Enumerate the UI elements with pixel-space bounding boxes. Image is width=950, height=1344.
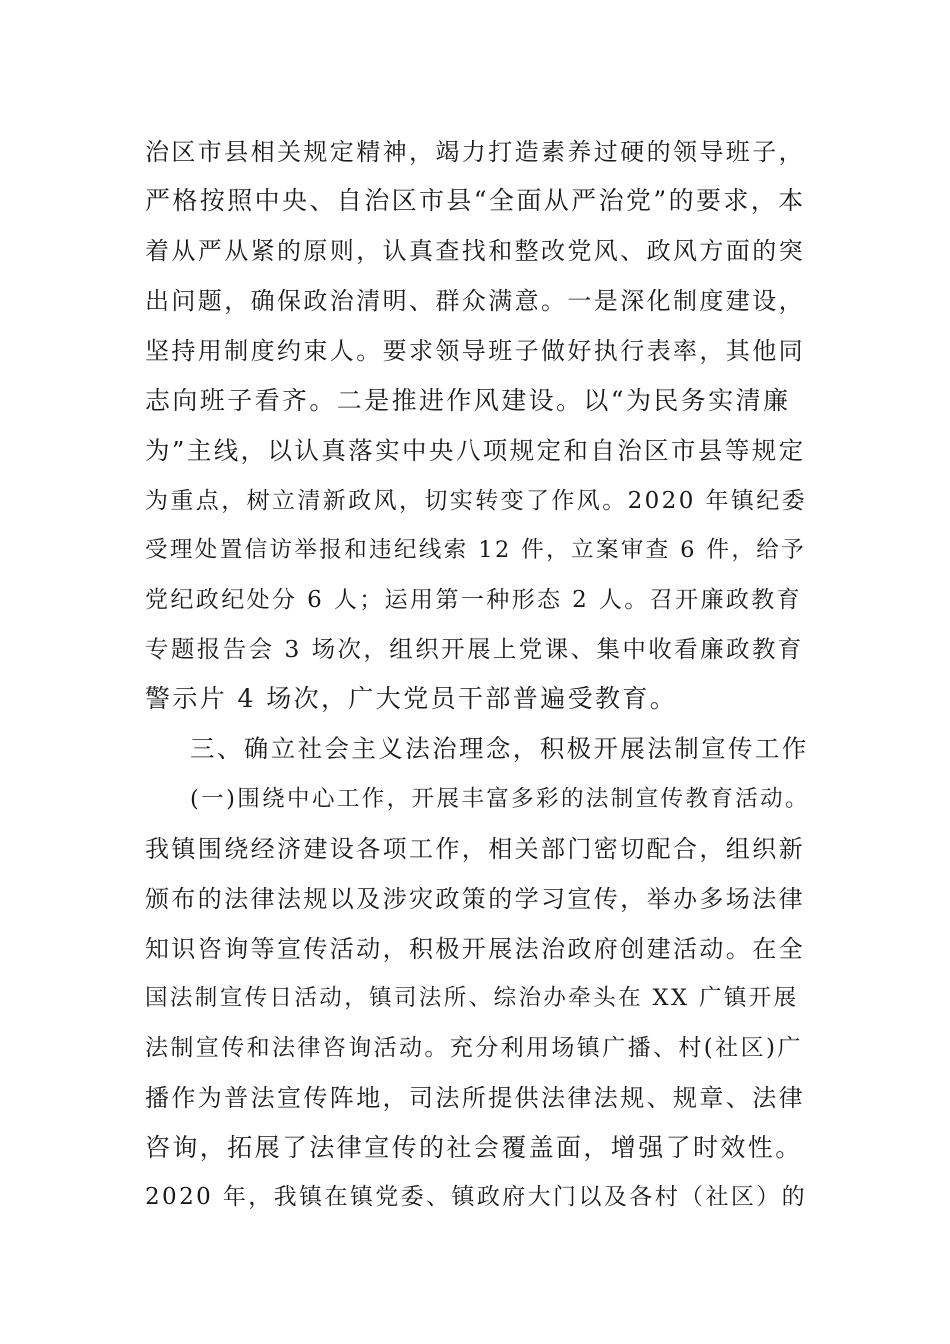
text-line: 法制宣传和法律咨询活动。充分利用场镇广播、村(社区)广 — [145, 1035, 803, 1061]
text-line: 播作为普法宣传阵地，司法所提供法律法规、规章、法律 — [145, 1084, 805, 1112]
text-line: 志向班子看齐。二是推进作风建设。以“为民务实清廉 — [145, 386, 791, 415]
text-line: 严格按照中央、自治区市县“全面从严治党”的要求，本 — [145, 186, 806, 215]
text-line: 知识咨询等宣传活动，积极开展法治政府创建活动。在全 — [145, 935, 805, 963]
text-line: 我镇围绕经济建设各项工作，相关部门密切配合，组织新 — [145, 835, 805, 863]
text-line: 党纪政纪处分 6 人；运用第一种形态 2 人。召开廉政教育 — [145, 587, 803, 613]
text-line: 出问题，确保政治清明、群众满意。一是深化制度建设， — [145, 287, 805, 315]
text-line: 警示片 4 场次，广大党员干部普遍受教育。 — [145, 684, 678, 713]
text-line: 颁布的法律法规以及涉灾政策的学习宣传，举办多场法律 — [145, 885, 805, 913]
section-heading: 三、确立社会主义法治理念，积极开展法制宣传工作 — [190, 734, 809, 763]
subsection-heading: (一)围绕中心工作，开展丰富多彩的法制宣传教育活动。 — [190, 786, 810, 812]
text-line: 咨询，拓展了法律宣传的社会覆盖面，增强了时效性。 — [145, 1133, 803, 1162]
text-line: 2020 年，我镇在镇党委、镇政府大门以及各村（社区）的 — [145, 1184, 808, 1210]
text-line: 国法制宣传日活动，镇司法所、综治办牵头在 XX 广镇开展 — [145, 985, 799, 1011]
text-line: 为”主线，以认真落实中央八项规定和自治区市县等规定 — [145, 436, 806, 465]
text-line: 着从严从紧的原则，认真查找和整改党风、政风方面的突 — [145, 237, 805, 265]
text-line: 为重点，树立清新政风，切实转变了作风。2020 年镇纪委 — [145, 488, 808, 514]
text-line: 治区市县相关规定精神，竭力打造素养过硬的领导班子， — [145, 138, 805, 166]
text-line: 坚持用制度约束人。要求领导班子做好执行表率，其他同 — [145, 337, 805, 365]
text-line: 受理处置信访举报和违纪线索 12 件，立案审查 6 件，给予 — [145, 537, 807, 563]
text-line: 专题报告会 3 场次，组织开展上党课、集中收看廉政教育 — [145, 635, 804, 663]
